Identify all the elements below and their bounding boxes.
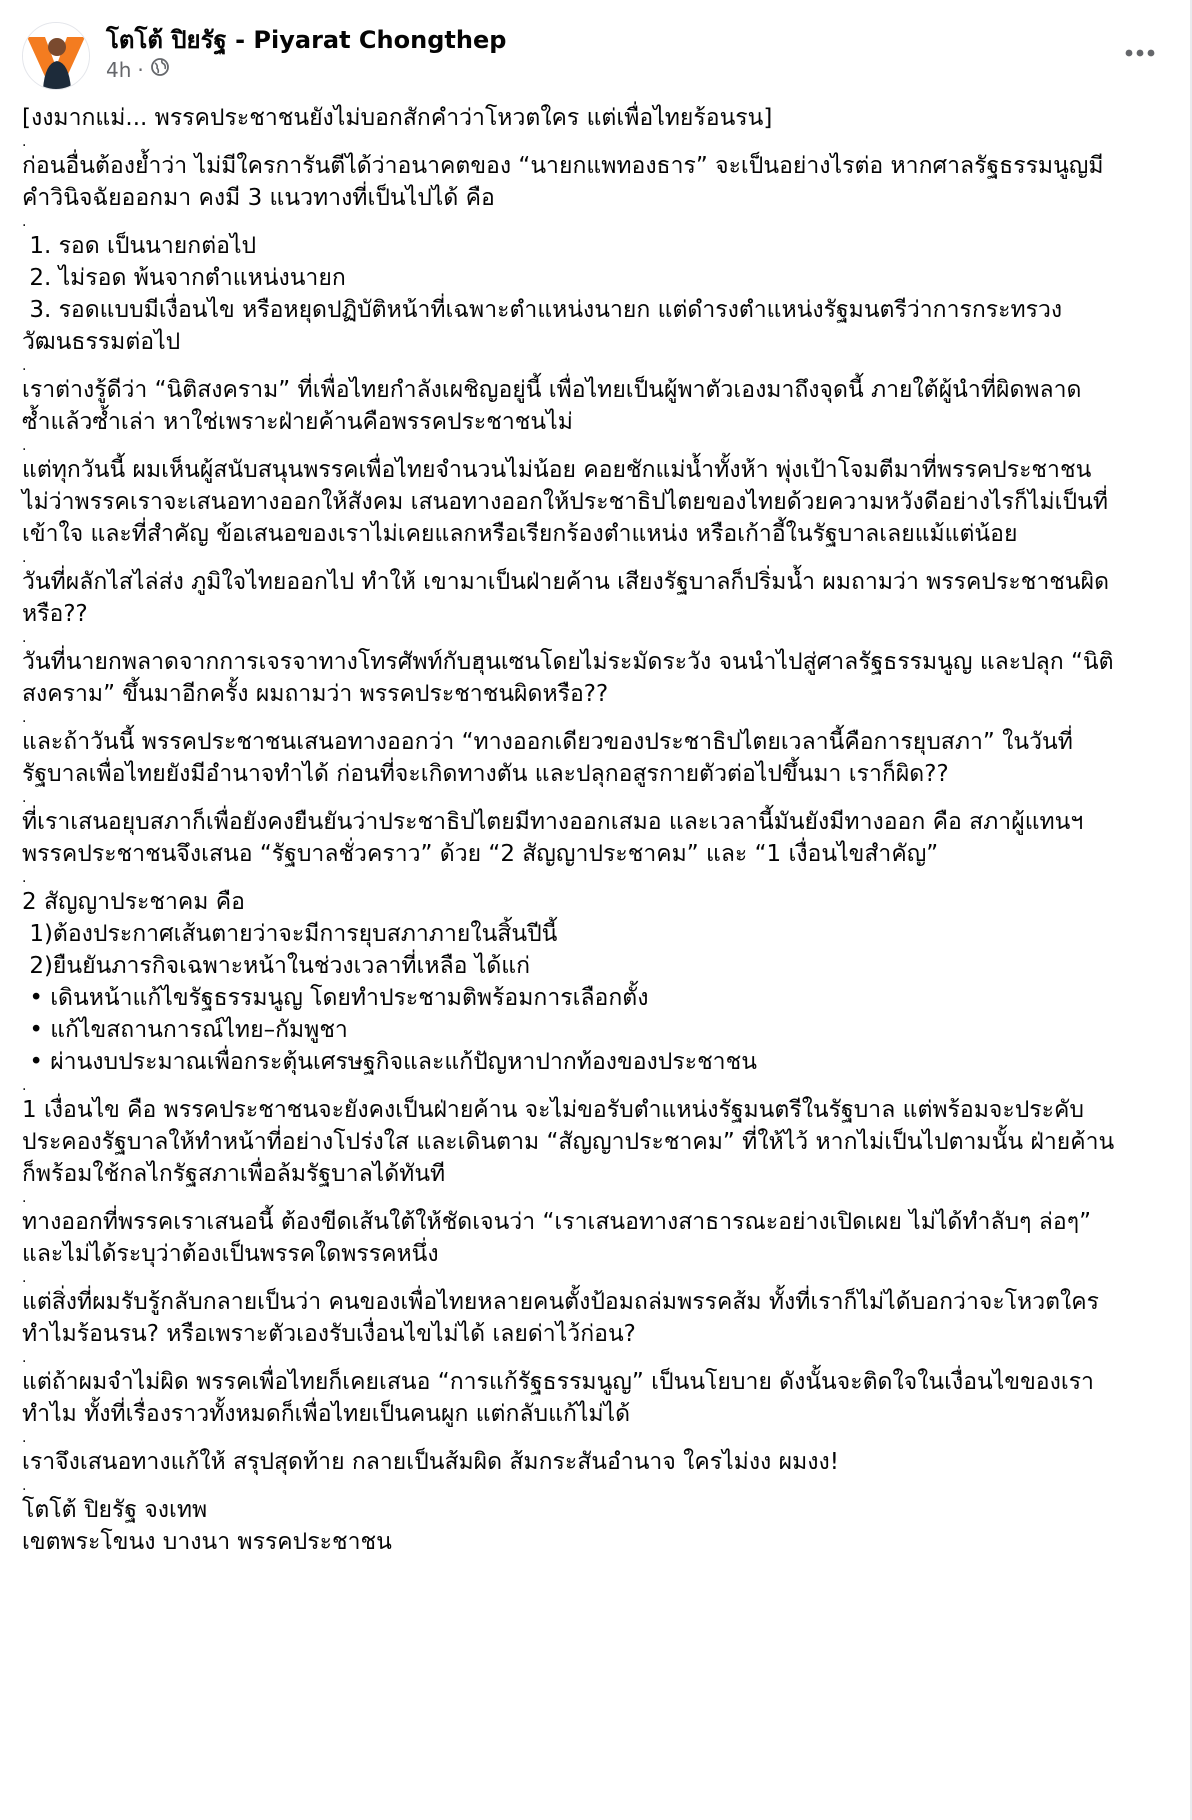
post-text-line: แต่ทุกวันนี้ ผมเห็นผู้สนับสนุนพรรคเพื่อไทยจำนวนไม่น้อย คอยชักแม่น้ำทั้งห้า พุ่งเป้าโจมตีมาที่พรรคประชาชน [22, 457, 1092, 483]
paragraph-gap: . [22, 550, 27, 566]
post-text-line: วันที่นายกพลาดจากการเจรจาทางโทรศัพท์กับฮุนเซนโดยไม่ระมัดระวัง จนนำไปสู่ศาลรัฐธรรมนูญ และปลุก “นิติ [22, 649, 1114, 675]
paragraph-gap: . [22, 134, 27, 150]
meta-separator: · [137, 58, 144, 82]
post-text-line: ที่เราเสนอยุบสภาก็เพื่อยังคงยืนยันว่าประชาธิปไตยมีทางออกเสมอ และเวลานี้มันยังมีทางออก คือ สภาผู้แทนฯ [22, 809, 1084, 835]
post-text-line: • แก้ไขสถานการณ์ไทย–กัมพูชา [22, 1017, 348, 1043]
post-text-line: ทำไมร้อนรน? หรือเพราะตัวเองรับเงื่อนไขไม่ได้ เลยด่าไว้ก่อน? [22, 1321, 636, 1347]
post-text-line: เขตพระโขนง บางนา พรรคประชาชน [22, 1529, 392, 1555]
post-text-line: เราต่างรู้ดีว่า “นิติสงคราม” ที่เพื่อไทยกำลังเผชิญอยู่นี้ เพื่อไทยเป็นผู้พาตัวเองมาถึงจุดนี้ ภายใต้ผู้นำที่ผิดพลาด [22, 377, 1082, 403]
post-text-line: โตโต้ ปิยรัฐ จงเทพ [22, 1497, 208, 1523]
paragraph-gap: . [22, 1430, 27, 1446]
post-text-line: 2 สัญญาประชาคม คือ [22, 889, 245, 915]
paragraph-gap: . [22, 1190, 27, 1206]
paragraph-gap: . [22, 214, 27, 230]
post-text-line: รัฐบาลเพื่อไทยยังมีอำนาจทำได้ ก่อนที่จะเกิดทางตัน และปลุกอสูรกายตัวต่อไปขึ้นมา เราก็ผิด?? [22, 761, 949, 787]
post-text-line: 2)ยืนยันภารกิจเฉพาะหน้าในช่วงเวลาที่เหลือ ได้แก่ [22, 953, 531, 979]
post-text-line: • เดินหน้าแก้ไขรัฐธรรมนูญ โดยทำประชามติพร้อมการเลือกตั้ง [22, 985, 649, 1011]
post-text-line: แต่ถ้าผมจำไม่ผิด พรรคเพื่อไทยก็เคยเสนอ “การแก้รัฐธรรมนูญ” เป็นนโยบาย ดังนั้นจะติดใจในเงื่อนไขของเรา [22, 1369, 1094, 1395]
post-text-line: และไม่ได้ระบุว่าต้องเป็นพรรคใดพรรคหนึ่ง [22, 1241, 439, 1267]
paragraph-gap: . [22, 438, 27, 454]
paragraph-gap: . [22, 710, 27, 726]
post-author[interactable]: โตโต้ ปิยรัฐ - Piyarat Chongthep [106, 26, 507, 54]
post-text-line: ก่อนอื่นต้องย้ำว่า ไม่มีใครการันตีได้ว่าอนาคตของ “นายกแพทองธาร” จะเป็นอย่างไรต่อ หากศาลรัฐธรรมนูญมี [22, 153, 1104, 179]
post-text-line: วัฒนธรรมต่อไป [22, 329, 181, 355]
post-text-line: และถ้าวันนี้ พรรคประชาชนเสนอทางออกว่า “ทางออกเดียวของประชาธิปไตยเวลานี้คือการยุบสภา” ในวันที่ [22, 729, 1073, 755]
paragraph-gap: . [22, 1478, 27, 1494]
globe-icon[interactable] [150, 57, 170, 82]
post-text-line: ประคองรัฐบาลให้ทำหน้าที่อย่างโปร่งใส และเดินตาม “สัญญาประชาคม” ที่ให้ไว้ หากไม่เป็นไปตามนั้น ฝ่ายค้าน [22, 1129, 1115, 1155]
post-text-line: ทางออกที่พรรคเราเสนอนี้ ต้องขีดเส้นใต้ให้ชัดเจนว่า “เราเสนอทางสาธารณะอย่างเปิดเผย ไม่ได้ทำลับๆ ล่อๆ” [22, 1209, 1091, 1235]
post-text-line: 3. รอดแบบมีเงื่อนไข หรือหยุดปฏิบัติหน้าที่เฉพาะตำแหน่งนายก แต่ดำรงตำแหน่งรัฐมนตรีว่าการกระทรวง [22, 297, 1063, 323]
post-text-line: แต่สิ่งที่ผมรับรู้กลับกลายเป็นว่า คนของเพื่อไทยหลายคนตั้งป้อมถล่มพรรคส้ม ทั้งที่เราก็ไม่ได้บอกว่าจะโหวตใคร [22, 1289, 1100, 1315]
avatar-image [23, 23, 89, 89]
paragraph-gap: . [22, 358, 27, 374]
post-text-line: เข้าใจ และที่สำคัญ ข้อเสนอของเราไม่เคยแลกหรือเรียกร้องตำแหน่ง หรือเก้าอี้ในรัฐบาลเลยแม้แต่น้อย [22, 521, 1018, 547]
post-text-line: ซ้ำแล้วซ้ำเล่า หาใช่เพราะฝ่ายค้านคือพรรคประชาชนไม่ [22, 409, 573, 435]
more-options-button[interactable] [1118, 38, 1162, 68]
more-options-icon [1125, 49, 1155, 57]
paragraph-gap: . [22, 1350, 27, 1366]
post-text-line: ไม่ว่าพรรคเราจะเสนอทางออกให้สังคม เสนอทางออกให้ประชาธิปไตยของไทยด้วยความหวังดีอย่างไรก็ไม่เป็นที่ [22, 489, 1108, 515]
post-text-line: 1. รอด เป็นนายกต่อไป [22, 233, 257, 259]
post-text-line: สงคราม” ขึ้นมาอีกครั้ง ผมถามว่า พรรคประชาชนผิดหรือ?? [22, 681, 609, 707]
post-text-line: หรือ?? [22, 601, 88, 627]
post-text-line: • ผ่านงบประมาณเพื่อกระตุ้นเศรษฐกิจและแก้ปัญหาปากท้องของประชาชน [22, 1049, 757, 1075]
post-text-line: 2. ไม่รอด พ้นจากตำแหน่งนายก [22, 265, 346, 291]
paragraph-gap: . [22, 870, 27, 886]
post-text-line: เราจึงเสนอทางแก้ให้ สรุปสุดท้าย กลายเป็นส้มผิด ส้มกระสันอำนาจ ใครไม่งง ผมงง! [22, 1449, 839, 1475]
paragraph-gap: . [22, 790, 27, 806]
paragraph-gap: . [22, 1270, 27, 1286]
post-meta [106, 58, 170, 82]
post-text-line: คำวินิจฉัยออกมา คงมี 3 แนวทางที่เป็นไปได้ คือ [22, 185, 495, 211]
post-text-line: [งงมากแม่... พรรคประชาชนยังไม่บอกสักคำว่าโหวตใคร แต่เพื่อไทยร้อนรน] [22, 105, 773, 131]
paragraph-gap: . [22, 630, 27, 646]
post-header [22, 20, 1170, 92]
post-body [22, 102, 1172, 1558]
post-text-line: ก็พร้อมใช้กลไกรัฐสภาเพื่อล้มรัฐบาลได้ทันที [22, 1161, 446, 1187]
post-text-line: ทำไม ทั้งที่เรื่องราวทั้งหมดก็เพื่อไทยเป็นคนผูก แต่กลับแก้ไม่ได้ [22, 1401, 631, 1427]
post-text-line: 1 เงื่อนไข คือ พรรคประชาชนจะยังคงเป็นฝ่ายค้าน จะไม่ขอรับตำแหน่งรัฐมนตรีในรัฐบาล แต่พร้อมจะประคับ [22, 1097, 1084, 1123]
post-text-line: พรรคประชาชนจึงเสนอ “รัฐบาลชั่วคราว” ด้วย “2 สัญญาประชาคม” และ “1 เงื่อนไขสำคัญ” [22, 841, 939, 867]
post-text-line: วันที่ผลักไสไล่ส่ง ภูมิใจไทยออกไป ทำให้ เขามาเป็นฝ่ายค้าน เสียงรัฐบาลก็ปริ่มน้ำ ผมถามว่า พรรคประชาชนผิด [22, 569, 1110, 595]
post-time[interactable]: 4h [106, 58, 132, 82]
post-text-line: 1)ต้องประกาศเส้นตายว่าจะมีการยุบสภาภายในสิ้นปีนี้ [22, 921, 558, 947]
paragraph-gap: . [22, 1078, 27, 1094]
avatar[interactable] [22, 22, 90, 90]
